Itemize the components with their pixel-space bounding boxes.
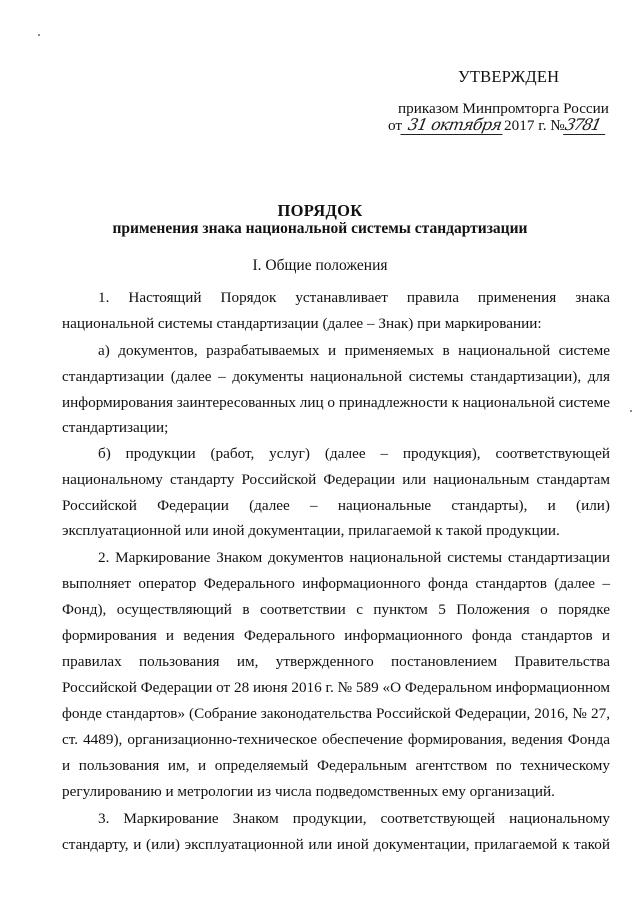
paragraph-line: б) продукции (работ, услуг) (далее – продукция), соответствующей (98, 445, 610, 462)
paragraph-line: стандартизации; (62, 419, 169, 436)
approval-date-line (388, 117, 607, 135)
paragraph-line: эксплуатационной или иной документации, прилагаемой к такой продукции. (62, 522, 560, 539)
paragraph-line: Российской Федерации (далее – национальные стандарты), и (или) (62, 497, 610, 514)
paragraph-line: формирования и ведения Федерального информационного фонда стандартов и (62, 627, 610, 644)
paragraph-line: национальной системы стандартизации (далее – Знак) при маркировании: (62, 315, 542, 332)
paragraph-line: Фонд), осуществляющий в соответствии с пунктом 5 Положения о порядке (62, 601, 610, 618)
handwritten-order-number: 3781 (563, 117, 609, 135)
section-heading: I. Общие положения (252, 257, 388, 274)
paragraph-line: 1. Настоящий Порядок устанавливает правила применения знака (98, 289, 610, 306)
paragraph-line: стандарту, и (или) эксплуатационной или иной документации, прилагаемой к такой (62, 836, 610, 853)
date-prefix: от (388, 117, 403, 134)
paragraph-line: фонде стандартов» (Собрание законодательства Российской Федерации, 2016, № 27, (62, 705, 610, 722)
scan-speck (38, 34, 40, 36)
scan-speck (630, 410, 632, 412)
document-subtitle: применения знака национальной системы стандартизации (112, 220, 528, 237)
approval-stamp-heading: УТВЕРЖДЕН (458, 67, 560, 86)
paragraph-line: национальному стандарту Российской Федерации или национальным стандартам (62, 471, 610, 488)
paragraph-line: а) документов, разрабатываемых и применяемых в национальной системе (98, 342, 610, 359)
paragraph-line: 3. Маркирование Знаком продукции, соответствующей национальному (98, 810, 610, 827)
paragraph-line: и пользования им, и определяемый Федеральным агентством по техническому (62, 757, 610, 774)
paragraph-line: стандартизации (далее – документы национальной системы стандартизации), для (62, 368, 610, 385)
handwritten-date: 31 октября (400, 117, 505, 135)
paragraph-line: выполняет оператор Федерального информационного фонда стандартов (далее – (62, 575, 610, 592)
paragraph-line: Российской Федерации от 28 июня 2016 г. № 589 «О Федеральном информационном (62, 679, 611, 696)
approval-order-text: приказом Минпромторга России (398, 100, 609, 117)
paragraph-line: ст. 4489), организационно-техническое обеспечение формирования, ведения Фонда (62, 731, 610, 748)
date-year: 2017 г. № (504, 117, 565, 134)
paragraph-line: 2. Маркирование Знаком документов национальной системы стандартизации (98, 549, 610, 566)
paragraph-line: регулированию и метрологии из числа подведомственных ему организаций. (62, 783, 555, 800)
paragraph-line: правилах пользования им, утвержденного постановлением Правительства (62, 653, 610, 670)
paragraph-line: информирования заинтересованных лиц о принадлежности к национальной системе (62, 394, 610, 411)
document-title: ПОРЯДОК (277, 201, 363, 220)
